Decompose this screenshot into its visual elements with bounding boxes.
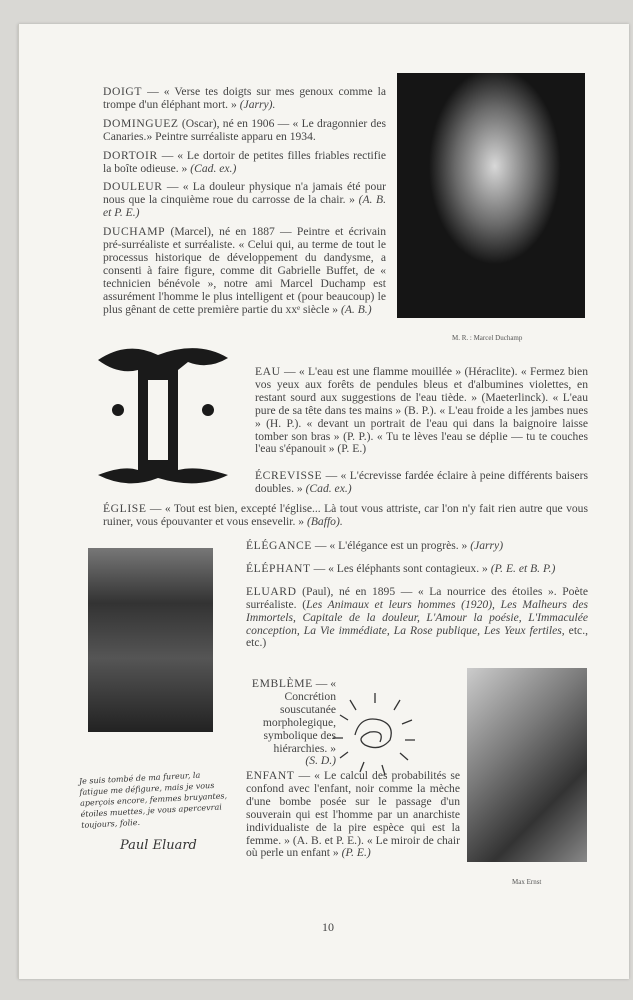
ornamental-letter-e: [88, 340, 238, 490]
emblem-drawing: [330, 690, 420, 780]
signature: Paul Eluard: [120, 838, 197, 853]
entry-dortoir: DORTOIR — « Le dortoir de petites filles friables rectifie la boîte odieuse. » (Cad. ex.): [103, 148, 386, 175]
column-elegance: [246, 540, 588, 656]
entry-ecrevisse: ÉCREVISSE — « L'écrevisse fardée éclaire à peine différents baisers doubles. » (Cad. ex.): [255, 469, 588, 496]
photo-paul-eluard: [88, 548, 213, 732]
entry-elegance: ÉLÉGANCE — « L'élégance est un progrès. » (Jarry): [246, 539, 504, 552]
entry-elephant: ÉLÉPHANT — « Les éléphants sont contagieux. » (P. E. et B. P.): [246, 561, 556, 575]
entry-enfant: ENFANT — « Le calcul des probabilités se confond avec l'enfant, noir comme la mèche d'une bombe posée sur le passage d'un souverain qui est l'homme par un anarchiste individualiste de la pire espèce qui est la femme. » (A. B. et P. E.). « Le miroir de chair où perle un enfant » (P. E.): [246, 769, 460, 860]
entry-doigt: DOIGT — « Verse tes doigts sur mes genoux comme la trompe d'un éléphant mort. » (Jarry).: [103, 85, 386, 111]
entry-eau: EAU — « L'eau est une flamme mouillée » (Héraclite). « Fermez bien vos yeux aux forêts de pendules bleus et d'albumines violettes, en restant sourd aux suggestions de l'eau tiède. » (Maeterlinck). « L'eau pure de sa tête dans tes mains » (B. P.). « L'eau froide a les jambes nues » (H. P.). « devant un portrait de l'eau qui dans la baignoire laisse tomber son bras » (P. P.). « Tu te lèves l'eau se déplie — tu te couches l'eau s'épanouit » (P. E.): [255, 365, 588, 456]
entry-eglise: ÉGLISE — « Tout est bien, excepté l'église... Là tout vous attriste, car l'on n'y fait rien autre que vous ruiner, vous épouvanter et vous ensevelir. » (Baffo).: [103, 502, 588, 528]
photo-max-ernst: [467, 668, 587, 862]
page-number: 10: [322, 920, 334, 934]
entry-eluard: ELUARD (Paul), né en 1895 — « La nourrice des étoiles ». Poète surréaliste. (Les Animaux et leurs hommes (1920), Les Malheurs des Immortels, Capitale de la douleur, L'Amour la poésie, L'Immaculée conception, La Vie immédiate, La Rose publique, Les Yeux fertiles, etc., etc.): [246, 584, 588, 650]
portrait-marcel-duchamp: [397, 73, 585, 318]
entry-duchamp: DUCHAMP (Marcel), né en 1887 — Peintre et écrivain pré-surréaliste et surréaliste. « Celui qui, au terme de tout le processus historique de développement du dandysme, a consenti à faire figure, comme dit Gabrielle Buffet, de « technicien bénévole », notre ami Marcel Duchamp est assurément l'homme le plus intelligent et (pour beaucoup) le plus gênant de cette première partie du xxᵉ siècle » (A. B.): [103, 225, 386, 316]
entry-dominguez: DOMINGUEZ (Oscar), né en 1906 — « Le dragonnier des Canaries.» Peintre surréaliste apparu en 1934.: [103, 116, 386, 143]
entry-douleur: DOULEUR — « La douleur physique n'a jamais été pour nous que la cinquième roue du carrosse de la chair. » (A. B. et P. E.): [103, 180, 386, 220]
column-left: [103, 86, 386, 323]
column-eau: [255, 366, 588, 502]
entry-embleme: EMBLÈME — « Concrétion souscutanée morpholegique, symbolique des hiérarchies. » (S. D.): [251, 677, 336, 768]
caption-duchamp: M. R. : Marcel Duchamp: [452, 334, 523, 342]
handwritten-poem: Je suis tombé de ma fureur, la fatigue me défigure, mais je vous aperçois encore, femmes bruyantes, étoiles muettes, je vous apercevrai toujours, folie.: [78, 770, 228, 830]
caption-ernst: Max Ernst: [512, 878, 542, 886]
